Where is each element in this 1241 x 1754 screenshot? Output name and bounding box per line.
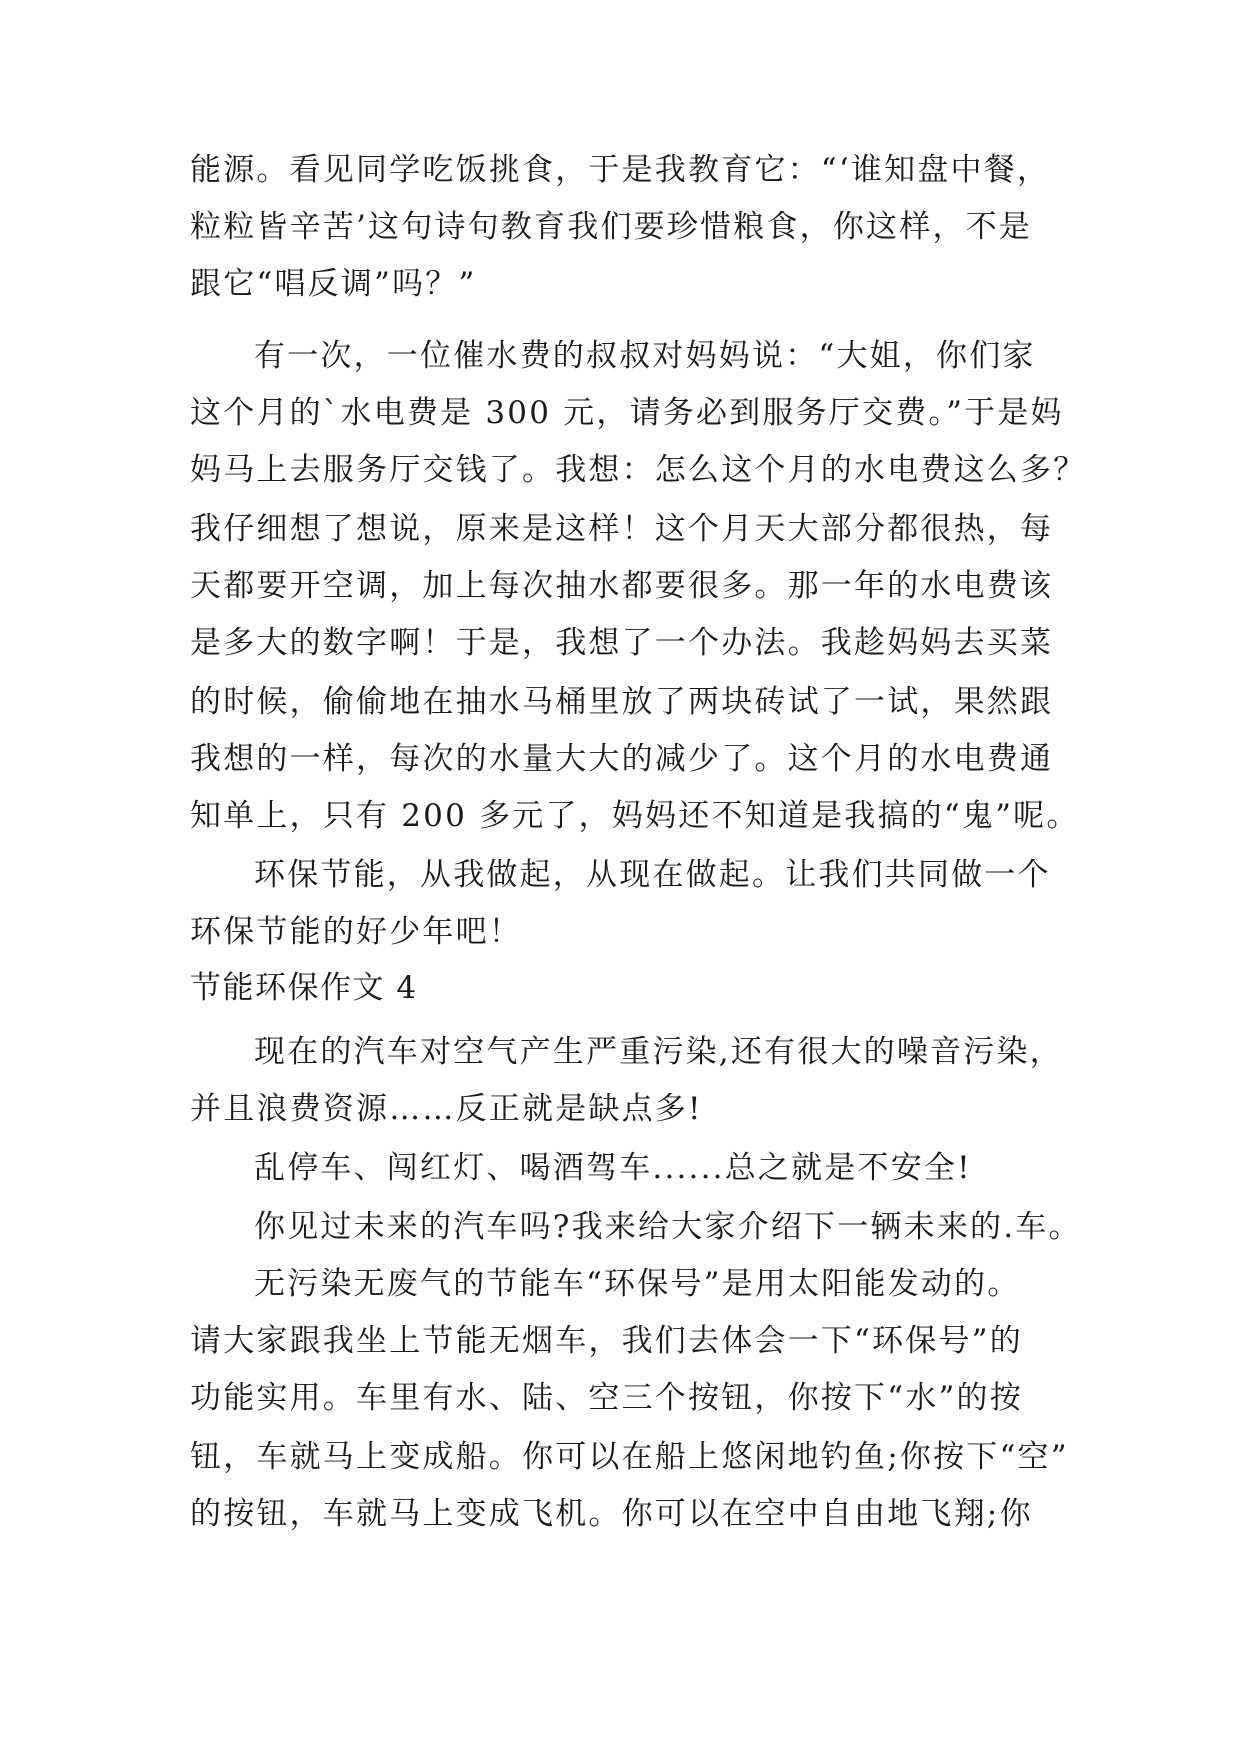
text-line: 知单上，只有 200 多元了，妈妈还不知道是我搞的“鬼”呢。 — [190, 798, 1080, 834]
text-line: 是多大的数字啊！于是，我想了一个办法。我趁妈妈去买菜 — [190, 625, 1054, 661]
text-line: 无污染无废气的节能车“环保号”是用太阳能发动的。 — [254, 1266, 1021, 1302]
text-line: 钮，车就马上变成船。你可以在船上悠闲地钓鱼;你按下“空” — [190, 1439, 1069, 1475]
text-line: 跟它“唱反调”吗？” — [190, 266, 477, 302]
text-line: 环保节能的好少年吧！ — [190, 914, 522, 950]
text-line: 天都要开空调，加上每次抽水都要很多。那一年的水电费该 — [190, 568, 1054, 604]
text-line: 的时候，偷偷地在抽水马桶里放了两块砖试了一试，果然跟 — [190, 684, 1054, 720]
text-line: 环保节能，从我做起，从现在做起。让我们共同做一个 — [254, 857, 1051, 893]
text-line: 功能实用。车里有水、陆、空三个按钮，你按下“水”的按 — [190, 1380, 1023, 1416]
text-line: 乱停车、闯红灯、喝酒驾车......总之就是不安全! — [254, 1150, 972, 1186]
text-line: 妈马上去服务厅交钱了。我想：怎么这个月的水电费这么多？ — [190, 452, 1087, 488]
text-line: 请大家跟我坐上节能无烟车，我们去体会一下“环保号”的 — [190, 1323, 1023, 1359]
text-line: 我仔细想了想说，原来是这样！这个月天大部分都很热，每 — [190, 511, 1054, 547]
text-line: 现在的汽车对空气产生严重污染,还有很大的噪音污染， — [254, 1034, 1063, 1070]
text-line: 这个月的`水电费是 300 元，请务必到服务厅交费。”于是妈 — [190, 395, 1064, 431]
text-line: 的按钮，车就马上变成飞机。你可以在空中自由地飞翔;你 — [190, 1496, 1033, 1532]
text-line: 有一次，一位催水费的叔叔对妈妈说：“大姐，你们家 — [254, 338, 1036, 374]
text-line: 你见过未来的汽车吗?我来给大家介绍下一辆未来的.车。 — [254, 1209, 1082, 1245]
section-heading: 节能环保作文 4 — [190, 970, 418, 1006]
text-line: 我想的一样，每次的水量大大的减少了。这个月的水电费通 — [190, 741, 1054, 777]
text-line: 粒粒皆辛苦’这句诗句教育我们要珍惜粮食，你这样，不是 — [190, 209, 1033, 245]
text-line: 并且浪费资源……反正就是缺点多! — [190, 1091, 703, 1127]
text-line: 能源。看见同学吃饭挑食，于是我教育它：“‘谁知盘中餐， — [190, 152, 1051, 188]
